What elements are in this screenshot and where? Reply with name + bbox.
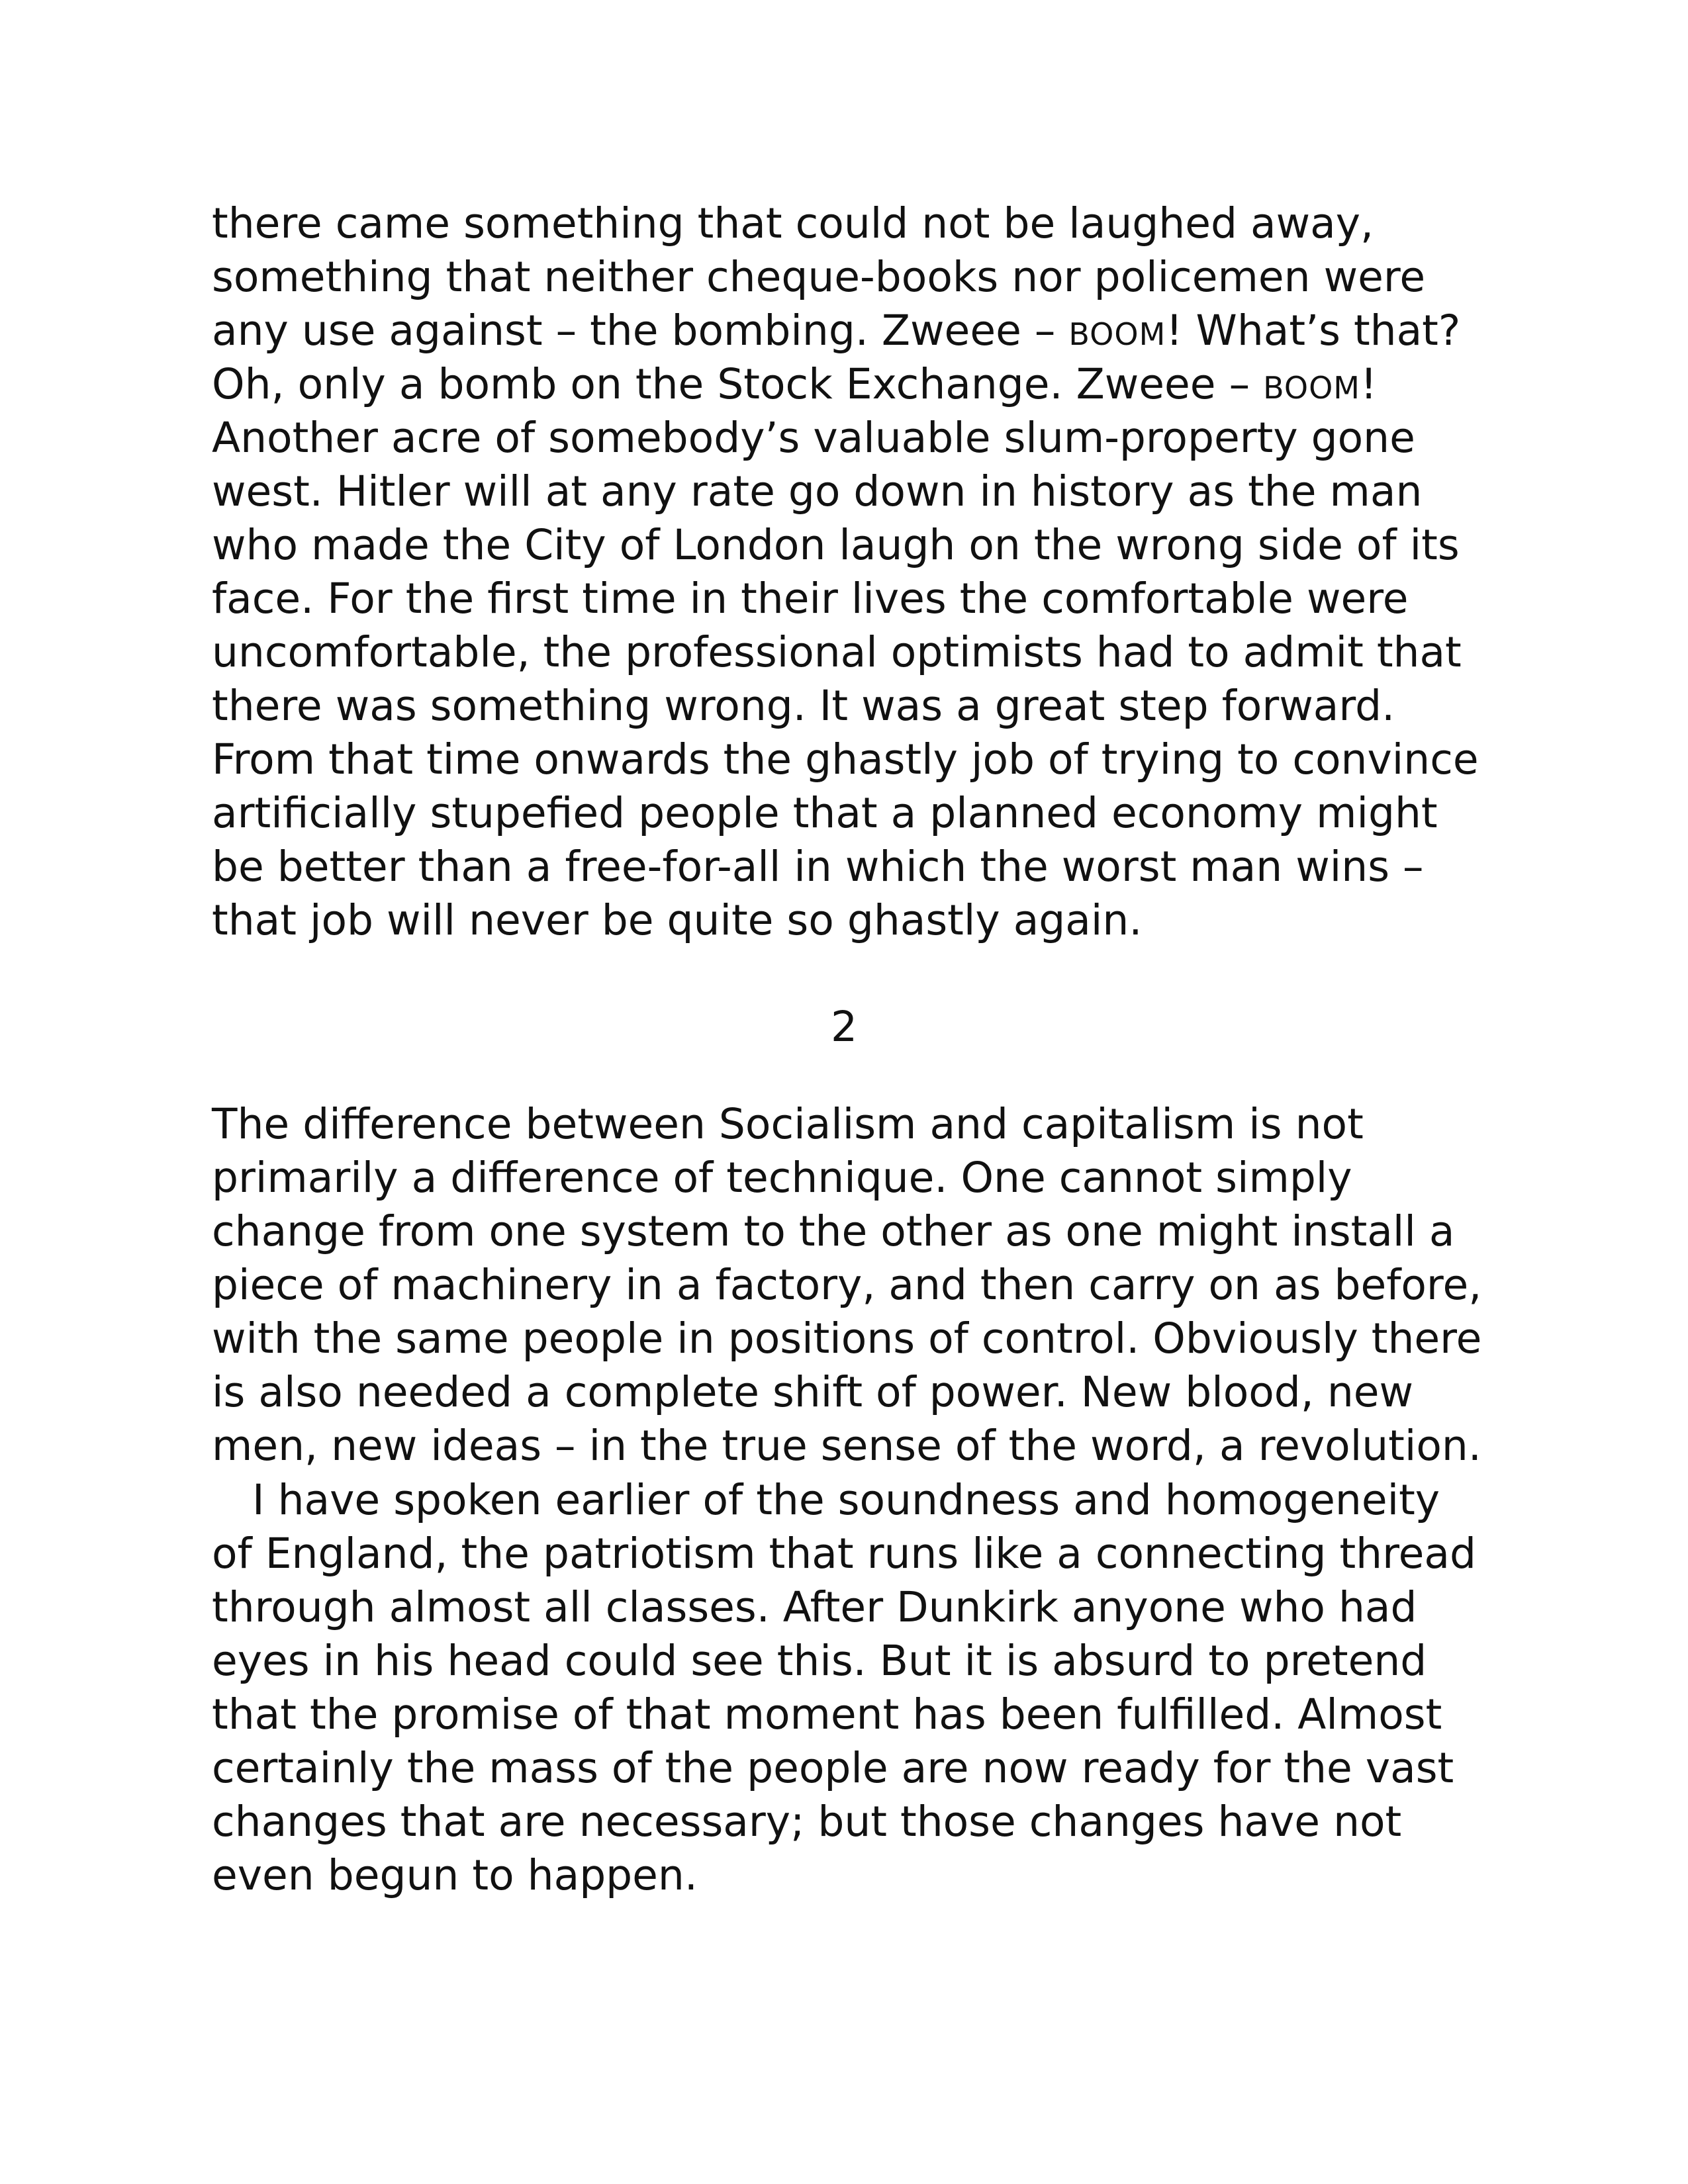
text-line: piece of machinery in a factory, and then carry on as before, (212, 1261, 1482, 1309)
text-line: change from one system to the other as one might install a (212, 1207, 1455, 1255)
text-line: be better than a free-for-all in which the worst man wins – (212, 842, 1424, 891)
text-line: artificially stupefied people that a planned economy might (212, 789, 1438, 837)
text-line: eyes in his head could see this. But it is absurd to pretend (212, 1637, 1427, 1685)
text-line: I have spoken earlier of the soundness and homogeneity (252, 1476, 1440, 1524)
section-number: 2 (830, 1003, 858, 1051)
text-line: The difference between Socialism and capitalism is not (212, 1100, 1364, 1148)
text-line: changes that are necessary; but those changes have not (212, 1797, 1402, 1846)
text-line: through almost all classes. After Dunkirk anyone who had (212, 1583, 1417, 1631)
text-fragment: any use against – the bombing. Zweee – (212, 306, 1069, 355)
paragraph-bombing (212, 197, 1489, 947)
smallcaps-word: BOOM (1263, 370, 1360, 406)
text-line (212, 357, 1489, 411)
text-line: From that time onwards the ghastly job of trying to convince (212, 735, 1479, 784)
text-line: is also needed a complete shift of power. New blood, new (212, 1368, 1414, 1416)
text-line: that the promise of that moment has been fulfilled. Almost (212, 1690, 1442, 1739)
text-line: with the same people in positions of control. Obviously there (212, 1314, 1482, 1363)
text-line: Another acre of somebody’s valuable slum-property gone (212, 414, 1415, 462)
paragraph-socialism (212, 1097, 1489, 1473)
text-line: west. Hitler will at any rate go down in history as the man (212, 467, 1423, 516)
text-line: face. For the first time in their lives the comfortable were (212, 574, 1409, 623)
text-line: even begun to happen. (212, 1851, 698, 1899)
text-fragment: ! What’s that? (1166, 306, 1461, 355)
text-line: primarily a difference of technique. One cannot simply (212, 1154, 1352, 1202)
text-line: who made the City of London laugh on the wrong side of its (212, 521, 1460, 569)
text-line: that job will never be quite so ghastly again. (212, 896, 1143, 944)
smallcaps-word: BOOM (1068, 316, 1166, 352)
text-line (212, 304, 1489, 357)
text-line: there came something that could not be laughed away, (212, 199, 1374, 248)
text-line: men, new ideas – in the true sense of the word, a revolution. (212, 1422, 1481, 1470)
text-line: certainly the mass of the people are now ready for the vast (212, 1744, 1454, 1792)
text-fragment: Oh, only a bomb on the Stock Exchange. Zweee – (212, 360, 1264, 408)
paragraph-england (212, 1473, 1489, 1902)
text-fragment: ! (1360, 360, 1378, 408)
text-line: of England, the patriotism that runs like a connecting thread (212, 1529, 1476, 1578)
text-line: there was something wrong. It was a great step forward. (212, 682, 1395, 730)
text-line: something that neither cheque-books nor policemen were (212, 253, 1426, 301)
text-line: uncomfortable, the professional optimists had to admit that (212, 628, 1462, 676)
